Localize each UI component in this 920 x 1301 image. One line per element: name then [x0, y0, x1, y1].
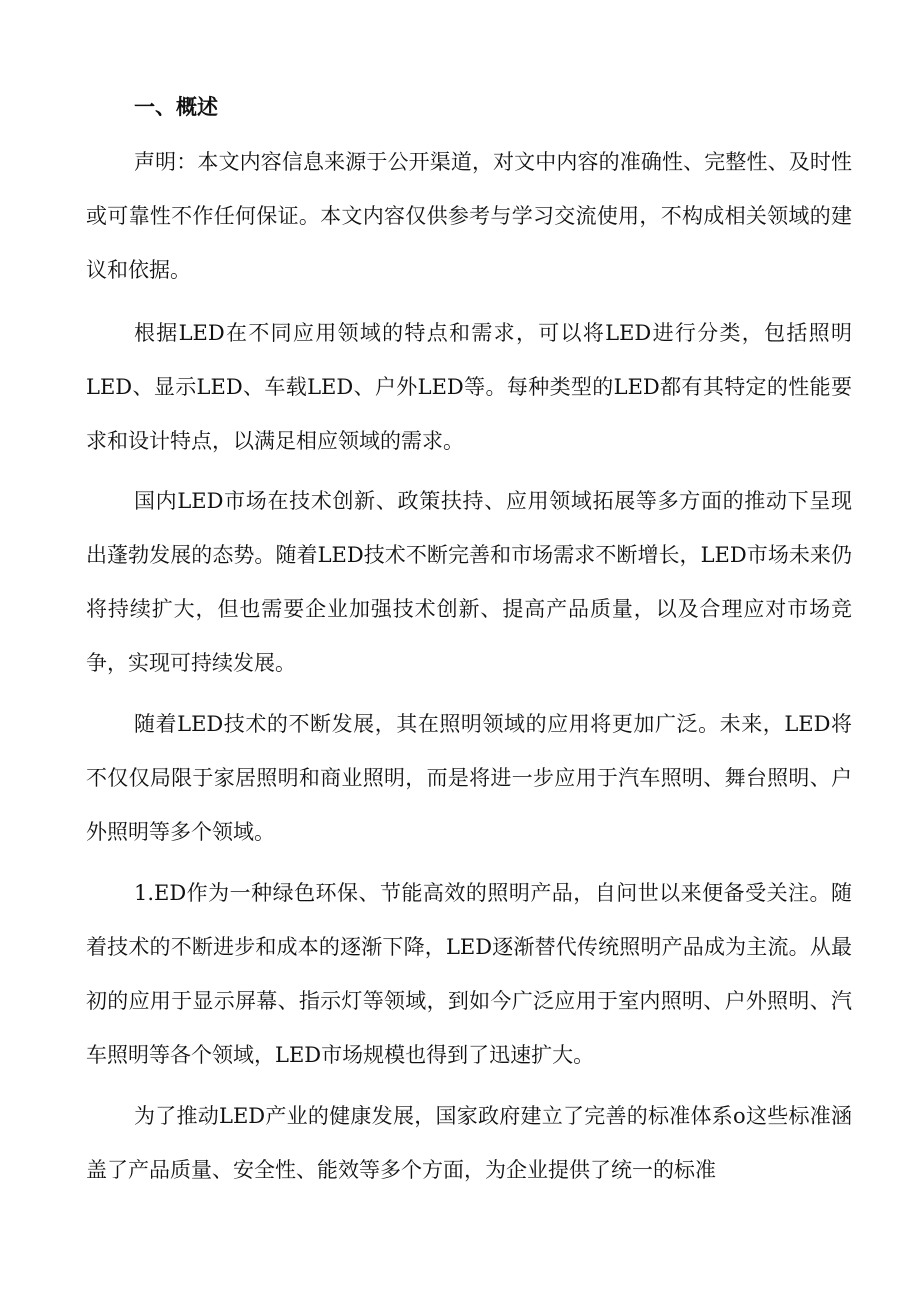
paragraph-classification: 根据LED在不同应用领域的特点和需求，可以将LED进行分类，包括照明LED、显示LED、车载LED、户外LED等。每种类型的LED都有其特定的性能要求和设计特点，以满足相应领域的需求。: [86, 321, 852, 453]
paragraph-domestic-market: 国内LED市场在技术创新、政策扶持、应用领域拓展等多方面的推动下呈现出蓬勃发展的态势。随着LED技术不断完善和市场需求不断增长，LED市场未来仍将持续扩大，但也需要企业加强技术创新、提高产品质量，以及合理应对市场竞争，实现可持续发展。: [86, 489, 852, 675]
section-heading: 一、概述: [134, 94, 218, 119]
paragraph-future-applications: 随着LED技术的不断发展，其在照明领域的应用将更加广泛。未来，LED将不仅仅局限于家居照明和商业照明，而是将进一步应用于汽车照明、舞台照明、户外照明等多个领域。: [86, 712, 852, 844]
paragraph-standards: 为了推动LED产业的健康发展，国家政府建立了完善的标准体系o这些标准涵盖了产品质量、安全性、能效等多个方面，为企业提供了统一的标准: [86, 1104, 852, 1182]
paragraph-market-growth: 1.ED作为一种绿色环保、节能高效的照明产品，自问世以来便备受关注。随着技术的不断进步和成本的逐渐下降，LED逐渐替代传统照明产品成为主流。从最初的应用于显示屏幕、指示灯等领域，到如今广泛应用于室内照明、户外照明、汽车照明等各个领域，LED市场规模也得到了迅速扩大。: [86, 881, 852, 1067]
paragraph-disclaimer: 声明：本文内容信息来源于公开渠道，对文中内容的准确性、完整性、及时性或可靠性不作任何保证。本文内容仅供参考与学习交流使用，不构成相关领域的建议和依据。: [86, 150, 852, 282]
